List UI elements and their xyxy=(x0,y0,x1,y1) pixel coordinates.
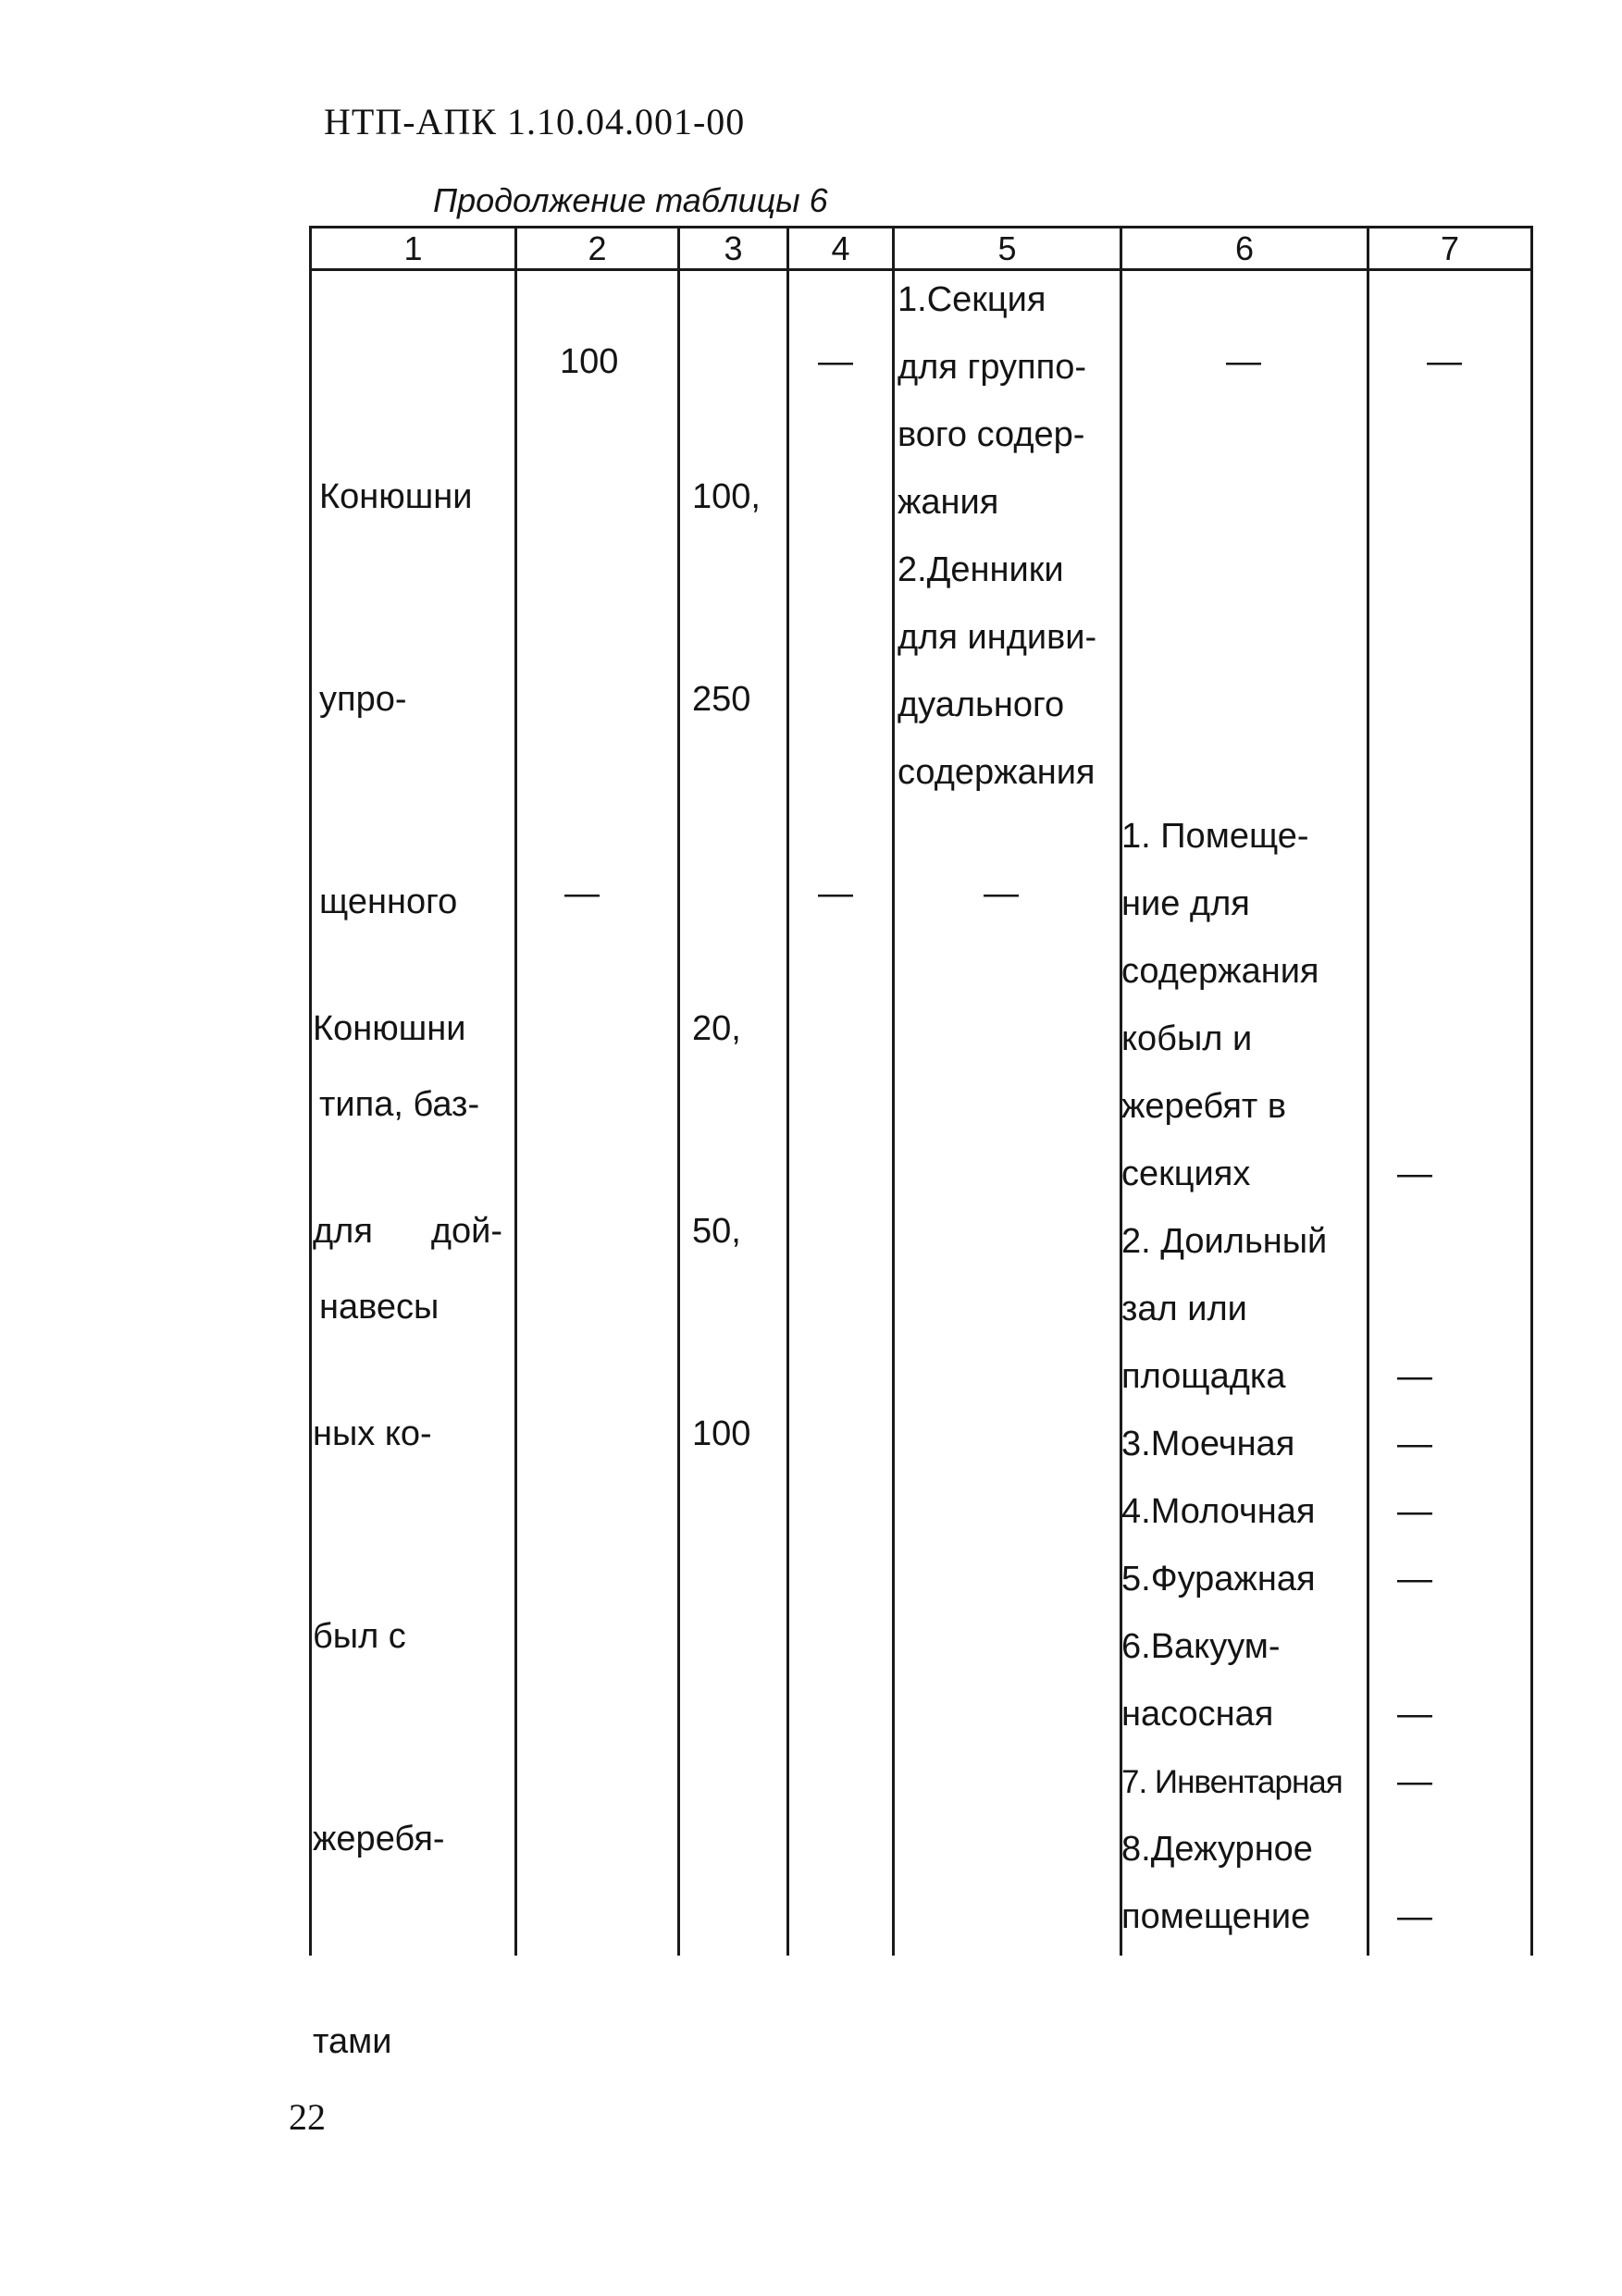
row2-col1-line: Конюшни xyxy=(313,1009,466,1048)
row2-col6-line: площадка xyxy=(1121,1357,1286,1396)
row2-col1-word: для xyxy=(313,1212,373,1251)
column-rule-3 xyxy=(677,226,680,1956)
row2-col3-line: 20, xyxy=(692,1009,741,1048)
row1-col5-line: дуального xyxy=(898,685,1065,724)
row1-col1-line: щенного xyxy=(319,883,458,921)
row1-col1-line: Конюшни xyxy=(319,477,473,516)
row1-col1-line: упро- xyxy=(319,680,407,719)
row1-col5-line: жания xyxy=(898,483,999,522)
row2-col7-dash: — xyxy=(1397,1154,1432,1193)
row2-col5-dash: — xyxy=(984,874,1019,913)
row2-col6-line: содержания xyxy=(1121,952,1319,991)
row2-col7-dash: — xyxy=(1397,1695,1432,1734)
row2-col7-dash: — xyxy=(1397,1897,1432,1936)
row2-col3-line: 100 xyxy=(692,1414,751,1453)
row2-col6-line: помещение xyxy=(1121,1897,1311,1936)
row2-col6-line: 7. Инвентарная xyxy=(1121,1764,1343,1800)
row1-col3-line: 250 xyxy=(692,680,751,719)
header-col-6: 6 xyxy=(1234,229,1255,267)
row2-col3-line: 50, xyxy=(692,1212,741,1251)
column-rule-2 xyxy=(514,226,517,1956)
row2-col1 xyxy=(313,860,502,2143)
row2-col1-line: жеребя- xyxy=(313,1820,445,1858)
row2-col4-dash: — xyxy=(818,874,853,913)
column-rule-4 xyxy=(786,226,789,1956)
table-caption: Продолжение таблицы 6 xyxy=(433,181,828,219)
row2-col6-line: секциях xyxy=(1121,1154,1251,1193)
row2-col6-line: 5.Фуражная xyxy=(1121,1560,1316,1599)
column-rule-7 xyxy=(1367,226,1369,1956)
row1-col5-line: 1.Секция xyxy=(898,280,1046,319)
row2-col7-dash: — xyxy=(1397,1425,1432,1463)
row1-col7-dash: — xyxy=(1427,342,1462,381)
row2-col6-line: 8.Дежурное xyxy=(1121,1830,1313,1869)
header-col-3: 3 xyxy=(724,229,743,267)
row2-col6-line: кобыл и xyxy=(1121,1019,1253,1058)
row1-col5-line: содержания xyxy=(898,753,1096,792)
row2-col3 xyxy=(692,860,750,1536)
row1-col6-dash: — xyxy=(1226,342,1261,381)
header-col-7: 7 xyxy=(1440,229,1460,267)
header-col-2: 2 xyxy=(588,229,607,267)
row1-col1-line: навесы xyxy=(319,1288,440,1327)
header-col-4: 4 xyxy=(831,229,850,267)
row2-col1-line: тами xyxy=(313,2022,392,2061)
document-code: НТП-АПК 1.10.04.001-00 xyxy=(324,101,746,142)
row2-col6-line: зал или xyxy=(1121,1290,1247,1328)
column-rule-8 xyxy=(1530,226,1533,1956)
row2-col7-dash: — xyxy=(1397,1560,1432,1599)
row1-col5 xyxy=(898,266,1129,807)
header-col-5: 5 xyxy=(997,229,1017,267)
header-col-1: 1 xyxy=(403,229,423,267)
row1-col3-line: 100, xyxy=(692,477,761,516)
row2-col1-line: ных ко- xyxy=(313,1414,432,1453)
row2-col6-line: жеребят в xyxy=(1121,1087,1287,1126)
column-rule-1 xyxy=(309,226,312,1956)
row2-col6-line: 2. Доильный xyxy=(1121,1222,1328,1261)
row1-col5-line: для индиви- xyxy=(898,618,1097,657)
page-number: 22 xyxy=(289,2096,326,2138)
row2-col6-line: 3.Моечная xyxy=(1121,1425,1295,1463)
row1-col5-line: 2.Денники xyxy=(898,550,1064,589)
row1-col3 xyxy=(692,328,761,801)
row2-col1-word: дой- xyxy=(430,1212,502,1251)
row2-col7-dash: — xyxy=(1397,1357,1432,1396)
row2-col6-line: 4.Молочная xyxy=(1121,1492,1316,1531)
row2-col7-dash: — xyxy=(1397,1762,1432,1801)
row1-col4-dash: — xyxy=(818,342,853,381)
row1-col2: 100 xyxy=(560,342,619,381)
row2-col6 xyxy=(1121,803,1362,1951)
row2-col2-dash: — xyxy=(564,874,600,913)
row1-col5-line: для группо- xyxy=(898,348,1086,387)
row2-col6-line: 1. Помеще- xyxy=(1121,817,1309,856)
row1-col1-line: типа, баз- xyxy=(319,1085,480,1124)
row2-col6-line: ние для xyxy=(1121,884,1250,923)
row2-col6-line: насосная xyxy=(1121,1695,1274,1734)
row1-col5-line: вого содер- xyxy=(898,415,1085,454)
column-rule-5 xyxy=(892,226,895,1956)
row2-col1-line: был с xyxy=(313,1617,406,1656)
row2-col7-dash: — xyxy=(1397,1492,1432,1531)
row2-col6-line: 6.Вакуум- xyxy=(1121,1627,1281,1666)
row2-col1-line xyxy=(313,1198,502,1265)
